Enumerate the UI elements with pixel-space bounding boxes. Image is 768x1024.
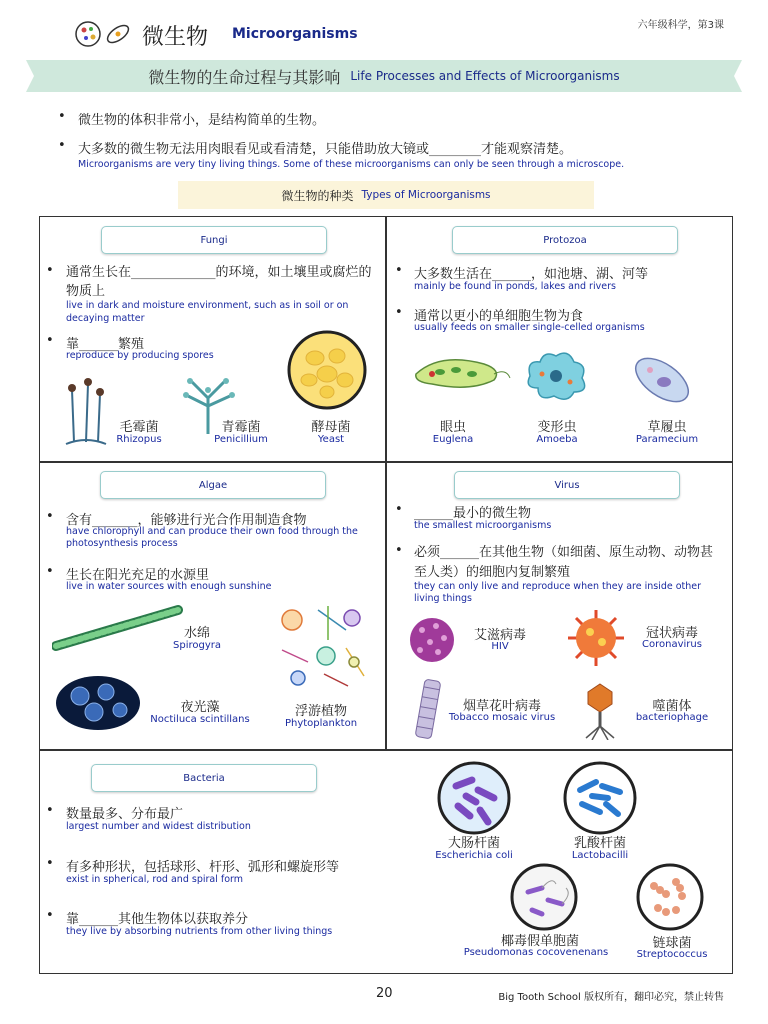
types-heading-en: Types of Microorganisms — [361, 189, 491, 201]
copyright: Big Tooth School 版权所有，翻印必究，禁止转售 — [498, 992, 724, 1003]
algae-bullet-1: 含有_______，能够进行光合作用制造食物 — [66, 513, 307, 528]
bullet-dot: • — [58, 138, 66, 153]
bacteria-item-zh: 链球菌 — [652, 936, 692, 951]
virus-item-zh: 烟草花叶病毒 — [462, 699, 541, 714]
bullet-dot: • — [395, 543, 403, 558]
protozoa-item-en: Amoeba — [536, 434, 578, 445]
bullet-dot: • — [395, 305, 403, 320]
algae-item-en: Phytoplankton — [284, 718, 358, 729]
virus-bullet-1-en: the smallest microorganisms — [414, 520, 552, 531]
intro-bullet-2-en: Microorganisms are very tiny living things. Some of these microorganisms can only be seen through a microscope. — [78, 159, 625, 170]
logo-icon — [74, 18, 134, 50]
bacteria-bullet-1: 数量最多、分布最广 — [66, 807, 184, 822]
types-heading-zh: 微生物的种类 — [281, 188, 354, 203]
bullet-dot: • — [46, 803, 54, 818]
fungi-item-en: Penicillium — [214, 434, 268, 445]
bacteria-item-en: Lactobacilli — [571, 850, 629, 861]
section-banner — [40, 60, 728, 92]
types-heading — [178, 181, 594, 209]
algae-item-zh: 夜光藻 — [180, 700, 220, 715]
bullet-dot: • — [46, 564, 54, 579]
algae-item-en: Spirogyra — [173, 640, 221, 651]
phytoplankton-icon — [268, 600, 372, 696]
algae-bullet-1-en: have chlorophyll and can produce their own food through the photosynthesis process — [66, 526, 358, 549]
page-title: 微生物 — [142, 25, 209, 50]
intro-bullet-2: 大多数的微生物无法用肉眼看见或看清楚，只能借助放大镜或________才能观察清楚。 — [78, 142, 573, 157]
bacteria-bullet-2-en: exist in spherical, rod and spiral form — [66, 874, 244, 885]
hiv-icon — [406, 614, 458, 670]
paramecium-icon — [628, 348, 696, 416]
bacteria-item-zh: 椰毒假单胞菌 — [500, 934, 579, 949]
fungi-label: Fungi — [101, 226, 327, 254]
fungi-item-en: Yeast — [317, 434, 345, 445]
grid-divider — [385, 216, 387, 750]
bullet-dot: • — [46, 263, 54, 278]
pseudomonas-icon — [506, 862, 582, 936]
lesson-label: 六年级科学，第3课 — [637, 20, 724, 31]
bacteria-bullet-3: 靠______其他生物体以获取养分 — [66, 912, 249, 927]
fungi-bullet-1-en: live in dark and moisture environment, such as in soil or on decaying matter — [66, 300, 349, 324]
e-coli-icon — [436, 760, 512, 840]
banner-title-en: Life Processes and Effects of Microorganisms — [350, 69, 620, 83]
fungi-bullet-2: 靠______繁殖 — [66, 337, 145, 352]
bacteriophage-icon — [582, 682, 618, 744]
bullet-dot: • — [46, 908, 54, 923]
algae-bullet-2: 生长在阳光充足的水源里 — [66, 568, 210, 583]
euglena-icon — [410, 348, 514, 402]
protozoa-item-zh: 变形虫 — [537, 420, 577, 435]
bacteria-item-zh: 大肠杆菌 — [447, 836, 500, 851]
virus-item-en: Tobacco mosaic virus — [448, 712, 556, 723]
fungi-item-en: Rhizopus — [116, 434, 162, 445]
banner-title-zh: 微生物的生命过程与其影响 — [148, 67, 341, 87]
protozoa-item-zh: 草履虫 — [647, 420, 687, 435]
virus-bullet-2-en: they can only live and reproduce when they are inside other living things — [414, 581, 702, 604]
bullet-dot: • — [395, 502, 403, 517]
bullet-dot: • — [395, 263, 403, 278]
bacteria-item-en: Escherichia coli — [435, 850, 513, 861]
intro-bullet-1: 微生物的体积非常小，是结构简单的生物。 — [78, 113, 326, 128]
protozoa-item-en: Euglena — [432, 434, 474, 445]
protozoa-item-en: Paramecium — [635, 434, 699, 445]
protozoa-item-zh: 眼虫 — [439, 420, 466, 435]
virus-label: Virus — [454, 471, 680, 499]
page-title-en: Microorganisms — [232, 26, 358, 42]
fungi-item-zh: 酵母菌 — [311, 420, 351, 435]
grid-divider — [39, 749, 733, 751]
algae-bullet-2-en: live in water sources with enough sunshine — [66, 581, 272, 592]
grid-divider — [39, 461, 733, 463]
algae-item-zh: 浮游植物 — [294, 704, 347, 719]
virus-item-en: bacteriophage — [635, 712, 709, 723]
bacteria-label: Bacteria — [91, 764, 317, 792]
yeast-icon — [287, 330, 367, 414]
virus-item-zh: 艾滋病毒 — [473, 628, 526, 643]
noctiluca-icon — [54, 674, 142, 736]
coronavirus-icon — [566, 608, 626, 672]
fungi-bullet-2-en: reproduce by producing spores — [66, 350, 214, 361]
virus-bullet-2: 必须______在其他生物（如细菌、原生动物、动物甚至人类）的细胞内复制繁殖 — [414, 545, 714, 580]
virus-item-zh: 冠状病毒 — [645, 626, 698, 641]
bacteria-bullet-2: 有多种形状，包括球形、杆形、弧形和螺旋形等 — [66, 860, 340, 875]
bacteria-bullet-1-en: largest number and widest distribution — [66, 821, 251, 832]
fungi-item-zh: 青霉菌 — [221, 420, 261, 435]
virus-bullet-1: ______最小的微生物 — [414, 506, 532, 521]
page-number: 20 — [376, 986, 393, 1001]
virus-item-en: HIV — [491, 641, 509, 652]
algae-item-zh: 水绵 — [183, 626, 210, 641]
protozoa-label: Protozoa — [452, 226, 678, 254]
bacteria-item-zh: 乳酸杆菌 — [573, 836, 626, 851]
bullet-dot: • — [46, 333, 54, 348]
algae-label: Algae — [100, 471, 326, 499]
bullet-dot: • — [58, 109, 66, 124]
bacteria-item-en: Pseudomonas cocovenenans — [463, 947, 609, 958]
bullet-dot: • — [46, 856, 54, 871]
bullet-dot: • — [46, 509, 54, 524]
streptococcus-icon — [632, 862, 708, 936]
protozoa-bullet-1-en: mainly be found in ponds, lakes and rivers — [414, 281, 616, 292]
tobacco-mosaic-virus-icon — [412, 676, 446, 746]
bacteria-bullet-3-en: they live by absorbing nutrients from other living things — [66, 926, 333, 937]
virus-item-zh: 噬菌体 — [652, 699, 692, 714]
protozoa-bullet-2: 通常以更小的单细胞生物为食 — [414, 309, 584, 324]
lactobacilli-icon — [562, 760, 638, 840]
protozoa-bullet-2-en: usually feeds on smaller single-celled organisms — [414, 322, 645, 333]
algae-item-en: Noctiluca scintillans — [150, 714, 250, 725]
amoeba-icon — [520, 346, 592, 410]
bacteria-item-en: Streptococcus — [636, 949, 708, 960]
fungi-bullet-1: 通常生长在_____________的环境，如土壤里或腐烂的物质上 — [66, 265, 372, 299]
fungi-item-zh: 毛霉菌 — [119, 420, 159, 435]
protozoa-bullet-1: 大多数生活在______，如池塘、湖、河等 — [414, 267, 649, 282]
virus-item-en: Coronavirus — [642, 639, 702, 650]
